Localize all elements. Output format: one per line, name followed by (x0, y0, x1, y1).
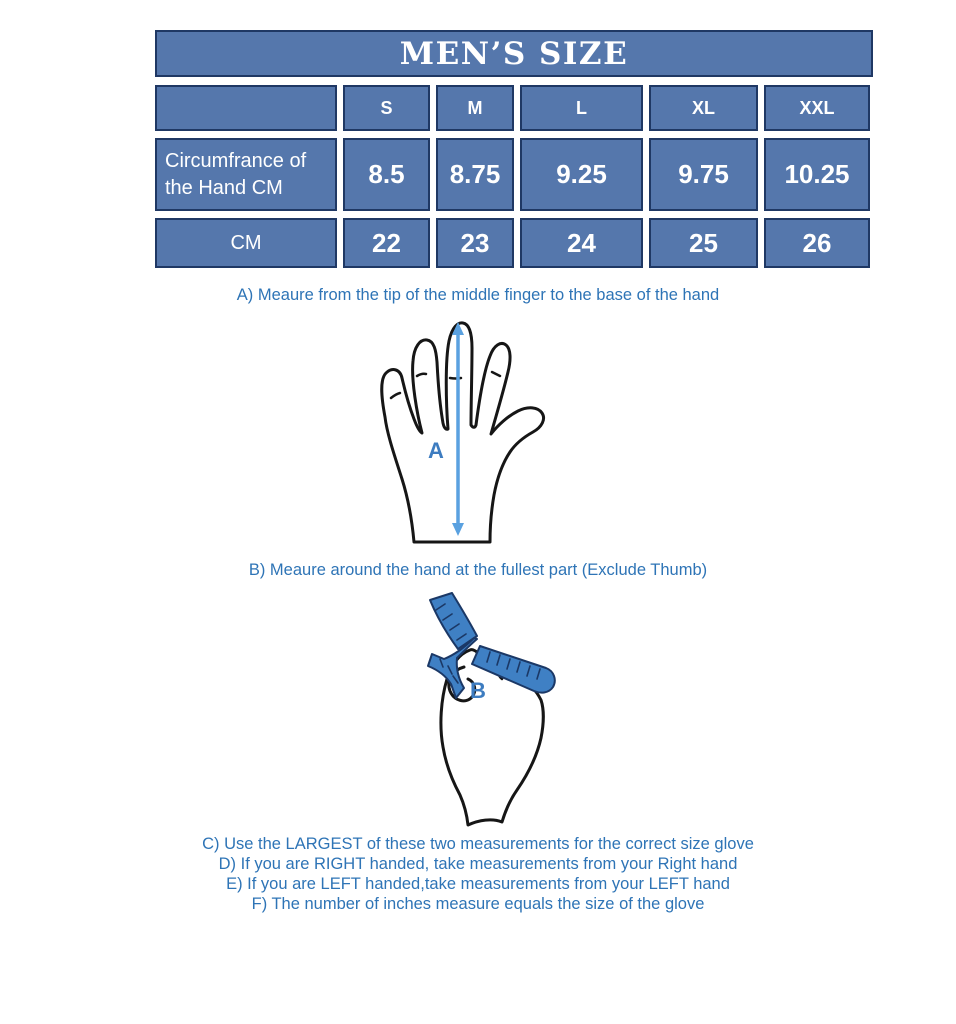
open-hand-icon (382, 323, 544, 542)
size-header-xl: XL (649, 85, 758, 131)
row-label-cm: CM (155, 218, 337, 268)
circumference-value-m: 8.75 (436, 138, 514, 211)
cm-value-xxl: 26 (764, 218, 870, 268)
measurement-a-label: A (428, 438, 444, 463)
cm-value-xl: 25 (649, 218, 758, 268)
circumference-value-xl: 9.75 (649, 138, 758, 211)
corner-cell (155, 85, 337, 131)
cm-row (155, 218, 873, 268)
size-header-xxl: XXL (764, 85, 870, 131)
circumference-row (155, 138, 873, 211)
instruction-a: A) Meaure from the tip of the middle finger to the base of the hand (236, 286, 720, 304)
size-header-m: M (436, 85, 514, 131)
size-header-row (155, 85, 873, 131)
instruction-c: C) Use the LARGEST of these two measurements for the correct size glove (202, 835, 754, 853)
instruction-d: D) If you are RIGHT handed, take measurements from your Right hand (218, 855, 738, 873)
table-title: MEN’S SIZE (155, 30, 873, 77)
cm-value-l: 24 (520, 218, 643, 268)
instruction-f: F) The number of inches measure equals the size of the glove (251, 895, 705, 913)
instruction-b: B) Meaure around the hand at the fullest part (Exclude Thumb) (248, 561, 708, 579)
row-label-circumference: Circumfrance of the Hand CM (155, 138, 337, 211)
size-header-l: L (520, 85, 643, 131)
circumference-value-xxl: 10.25 (764, 138, 870, 211)
cm-value-s: 22 (343, 218, 430, 268)
instruction-e: E) If you are LEFT handed,take measurements from your LEFT hand (226, 875, 730, 893)
size-header-s: S (343, 85, 430, 131)
mens-size-table (155, 30, 873, 275)
hand-circumference-illustration (400, 592, 575, 832)
cm-value-m: 23 (436, 218, 514, 268)
hand-length-illustration (378, 316, 558, 548)
instruction-footer (0, 834, 956, 914)
circumference-value-l: 9.25 (520, 138, 643, 211)
circumference-value-s: 8.5 (343, 138, 430, 211)
measurement-b-label: B (470, 678, 486, 703)
